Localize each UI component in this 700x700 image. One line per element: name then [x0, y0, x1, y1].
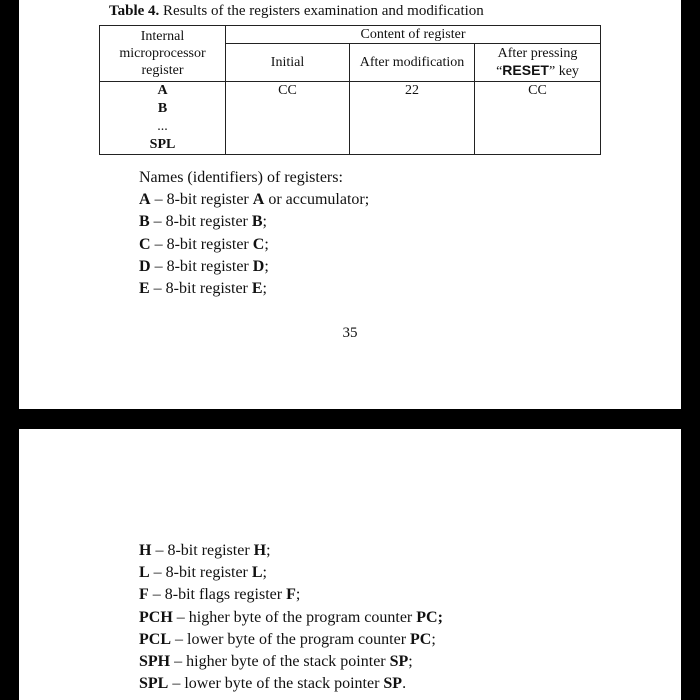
list-item: B – 8-bit register B;	[139, 213, 267, 231]
header-content-of-register: Content of register	[226, 26, 601, 44]
list-item: C – 8-bit register C;	[139, 235, 269, 253]
list-item: E – 8-bit register E;	[139, 280, 267, 298]
after-reset-value-cell: CC	[475, 82, 601, 155]
header-internal-register: Internal microprocessor register	[100, 26, 226, 82]
list-item: PCH – higher byte of the program counter PC;	[139, 608, 443, 626]
names-heading: Names (identifiers) of registers:	[139, 169, 343, 186]
initial-value-cell: CC	[226, 82, 350, 155]
header-after-modification: After modification	[350, 44, 475, 82]
list-item: F – 8-bit flags register F;	[139, 586, 301, 604]
table-caption-label: Table 4.	[109, 3, 160, 19]
register-names-list-top	[139, 167, 369, 300]
header-after-reset-post: ” key	[548, 64, 579, 79]
after-modification-value-cell: 22	[350, 82, 475, 155]
list-item: SPL – lower byte of the stack pointer SP.	[139, 675, 407, 693]
document-page-top	[19, 0, 681, 409]
header-after-reset	[475, 44, 601, 82]
list-item: A – 8-bit register A or accumulator;	[139, 191, 370, 209]
register-names-cell	[100, 82, 226, 155]
table-register-ellipsis: ...	[157, 119, 168, 134]
table-caption	[109, 3, 484, 20]
table-register-spl: SPL	[149, 137, 176, 152]
header-initial: Initial	[226, 44, 350, 82]
table-register-a: A	[157, 83, 168, 98]
table-caption-text: Results of the registers examination and modification	[159, 3, 484, 19]
page-number: 35	[342, 325, 358, 341]
reset-key-label: RESET	[502, 62, 549, 78]
registers-table	[99, 25, 601, 155]
list-item: D – 8-bit register D;	[139, 257, 269, 275]
list-item: L – 8-bit register L;	[139, 564, 267, 582]
register-names-list-bottom	[139, 540, 443, 695]
list-item: SPH – higher byte of the stack pointer SP;	[139, 653, 413, 671]
document-page-bottom	[19, 429, 681, 700]
header-after-reset-pre: After pressing “	[496, 46, 578, 79]
list-item: PCL – lower byte of the program counter PC;	[139, 630, 436, 648]
list-item: H – 8-bit register H;	[139, 542, 271, 559]
table-register-b: B	[157, 101, 168, 116]
